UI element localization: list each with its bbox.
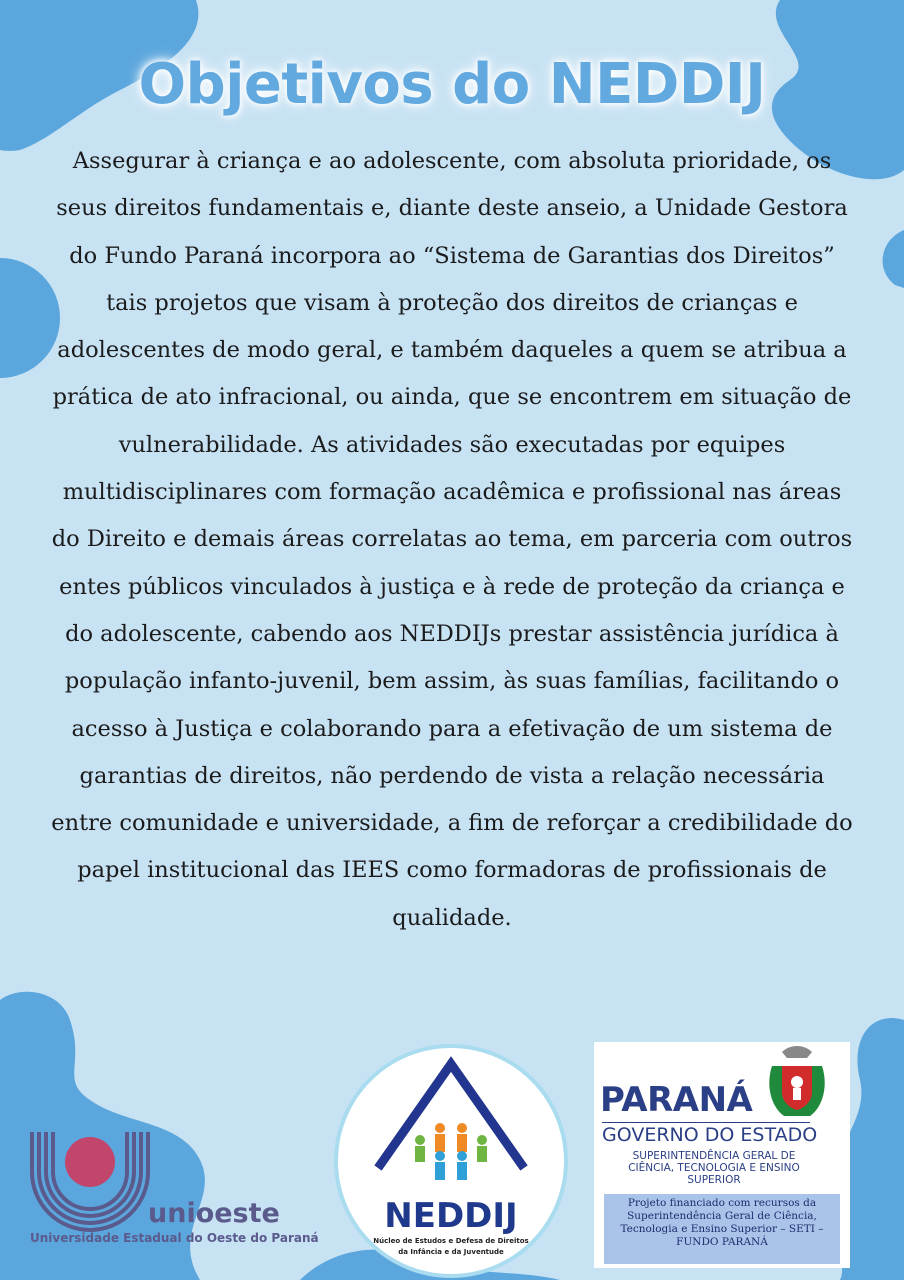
- objectives-paragraph: Assegurar à criança e ao adolescente, com absoluta prioridade, os seus direitos fundamentais e, diante deste anseio, a Unidade Gestora do Fundo Paraná incorpora ao “Sistema de Garantias dos Direitos” tais projetos que visam à proteção dos direitos de crianças e adolescentes de modo geral, e também daqueles a quem se atribua a prática de ato infracional, ou ainda, que se encontrem em situação de vulnerabilidade. As atividades são executadas por equipes multidisciplinares com formação acadêmica e profissional nas áreas do Direito e demais áreas correlatas ao tema, em parceria com outros entes públicos vinculados à justiça e à rede de proteção da criança e do adolescente, cabendo aos NEDDIJs prestar assistência jurídica à população infanto-juvenil, bem assim, às suas famílias, facilitando o acesso à Justiça e colaborando para a efetivação de um sistema de garantias de direitos, não perdendo de vista a relação necessária entre comunidade e universidade, a fim de reforçar a credibilidade do papel institucional das IEES como formadoras de profissionais de qualidade.: [51, 148, 853, 931]
- parana-divider: [602, 1122, 810, 1123]
- parana-government: GOVERNO DO ESTADO: [602, 1124, 818, 1146]
- parana-government-logo: [594, 1042, 850, 1268]
- family-house-icon: [338, 1048, 564, 1198]
- neddij-name: NEDDIJ: [384, 1196, 518, 1236]
- page-title: Objetivos do NEDDIJ: [138, 52, 766, 117]
- neddij-subtitle: Núcleo de Estudos e Defesa de Direitos da Infância e da Juventude: [373, 1237, 529, 1256]
- parana-secretariat: SUPERINTENDÊNCIA GERAL DE CIÊNCIA, TECNOLOGIA E ENSINO SUPERIOR: [628, 1150, 800, 1186]
- unioeste-full-name: Universidade Estadual do Oeste do Paraná: [30, 1231, 319, 1245]
- unioeste-name: unioeste: [148, 1198, 280, 1229]
- neddij-logo: [334, 1044, 568, 1278]
- parana-coat-of-arms-icon: [762, 1044, 832, 1124]
- parana-name: PARANÁ: [600, 1080, 753, 1120]
- funding-note: Projeto financiado com recursos da Superintendência Geral de Ciência, Tecnologia e Ensino Superior – SETI – FUNDO PARANÁ: [604, 1194, 840, 1264]
- unioeste-logo: [28, 1132, 348, 1252]
- unioeste-emblem-icon: [28, 1132, 158, 1232]
